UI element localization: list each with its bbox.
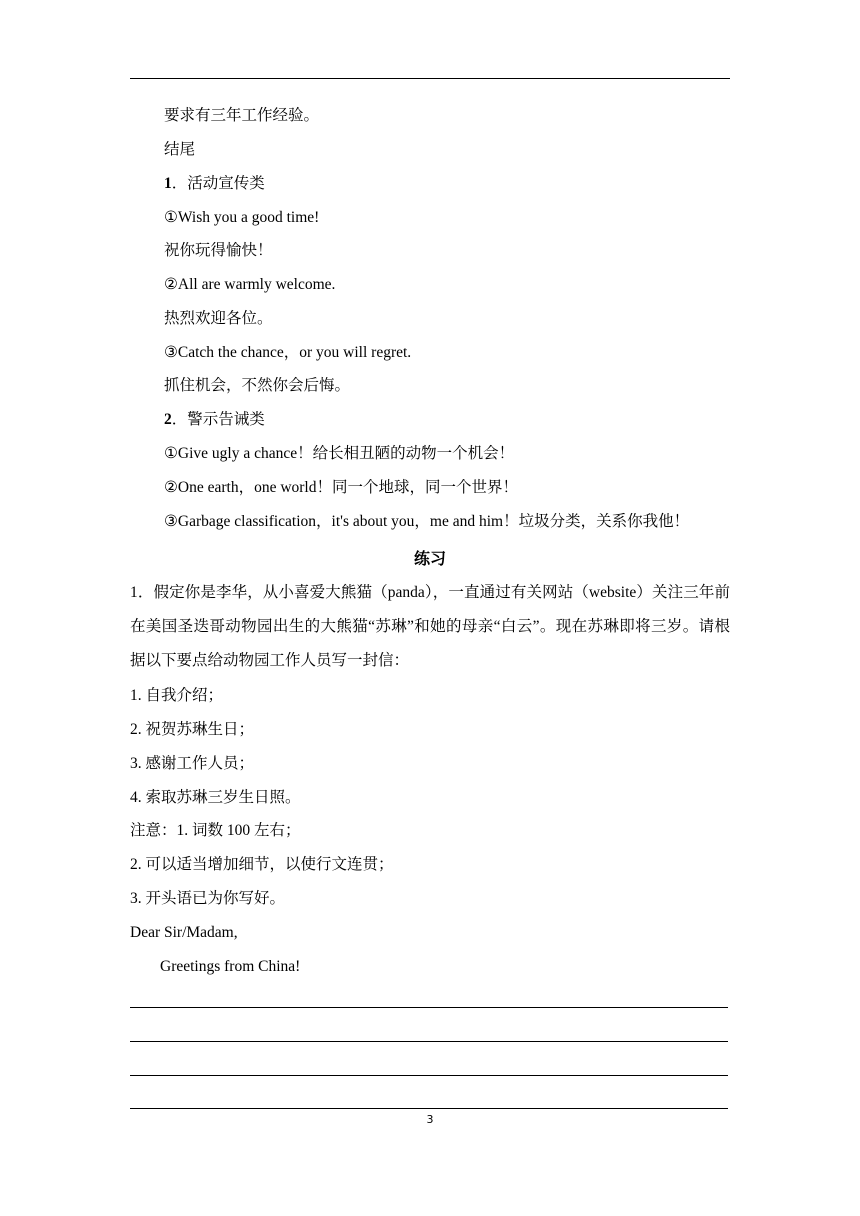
answer-line xyxy=(130,1041,728,1042)
note-3: 3. 开头语已为你写好。 xyxy=(130,890,286,907)
letter-greeting: Greetings from China! xyxy=(160,958,301,975)
category-1-item-3-en: ③Catch the chance，or you will regret. xyxy=(164,344,412,361)
category-1-item-2-zh: 热烈欢迎各位。 xyxy=(164,310,273,327)
category-1-item-3-zh: 抓住机会，不然你会后悔。 xyxy=(164,377,351,394)
note-2: 2. 可以适当增加细节，以使行文连贯； xyxy=(130,856,394,873)
intro-line-requirement: 要求有三年工作经验。 xyxy=(164,107,320,124)
category-2-heading xyxy=(164,410,265,430)
category-2-number: 2 xyxy=(164,411,172,428)
header-rule xyxy=(130,78,730,79)
letter-salutation: Dear Sir/Madam, xyxy=(130,924,238,941)
practice-title: 练习 xyxy=(413,551,446,568)
page-number: 3 xyxy=(426,1113,434,1126)
category-2-item-2: ②One earth，one world！同一个地球，同一个世界！ xyxy=(164,479,518,496)
note-1: 注意：1. 词数 100 左右； xyxy=(130,822,301,839)
category-1-heading xyxy=(164,174,265,194)
category-1-item-1-zh: 祝你玩得愉快！ xyxy=(164,242,273,259)
answer-line xyxy=(130,1075,728,1076)
task-point-4: 4. 索取苏琳三岁生日照。 xyxy=(130,789,301,806)
answer-line xyxy=(130,1007,728,1008)
category-1-title: ．活动宣传类 xyxy=(171,175,265,192)
category-1-number: 1 xyxy=(164,175,172,192)
task-point-2: 2. 祝贺苏琳生日； xyxy=(130,721,255,738)
category-2-item-3: ③Garbage classification，it's about you，me and him！垃圾分类，关系你我他！ xyxy=(164,513,690,530)
task-point-1: 1. 自我介绍； xyxy=(130,687,224,704)
category-1-item-1-en: ①Wish you a good time! xyxy=(164,209,320,226)
answer-line xyxy=(130,1108,728,1109)
task-prompt: 1．假定你是李华，从小喜爱大熊猫（panda），一直通过有关网站（website）关注三年前在美国圣迭哥动物园出生的大熊猫“苏琳”和她的母亲“白云”。现在苏琳即将三岁。请根据以下要点给动物园工作人员写一封信： xyxy=(130,584,730,669)
category-1-item-2-en: ②All are warmly welcome. xyxy=(164,276,336,293)
category-2-item-1: ①Give ugly a chance！给长相丑陋的动物一个机会！ xyxy=(164,445,515,462)
task-point-3: 3. 感谢工作人员； xyxy=(130,755,255,772)
category-2-title: ．警示告诫类 xyxy=(171,411,265,428)
intro-line-ending-heading: 结尾 xyxy=(164,141,196,158)
